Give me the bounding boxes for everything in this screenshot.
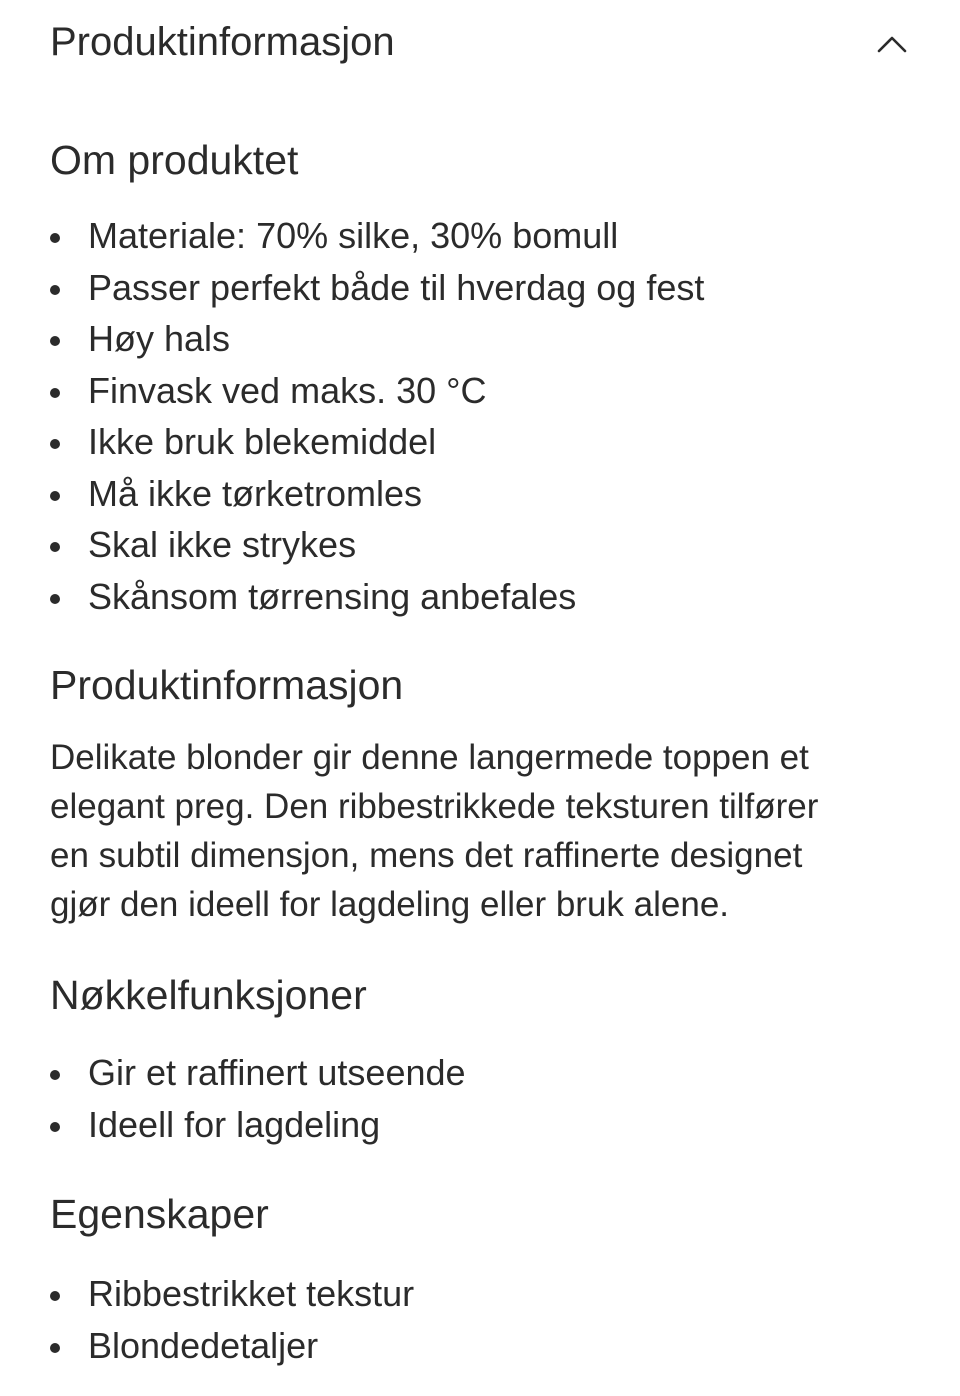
list-item: Ideell for lagdeling (50, 1099, 910, 1151)
list-item: Blondedetaljer (50, 1320, 910, 1372)
list-item: Gir et raffinert utseende (50, 1047, 910, 1099)
list-item: Finvask ved maks. 30 °C (50, 365, 910, 417)
list-item: Skal ikke strykes (50, 519, 910, 571)
product-description (50, 733, 910, 929)
list-item: Må ikke tørketromles (50, 468, 910, 520)
accordion-content (50, 130, 910, 1371)
description-line: Delikate blonder gir denne langermede toppen et (50, 738, 809, 777)
chevron-up-icon[interactable] (872, 24, 912, 64)
key-features-list (50, 1047, 910, 1150)
description-line: en subtil dimensjon, mens det raffinerte designet (50, 836, 803, 875)
description-line: gjør den ideell for lagdeling eller bruk alene. (50, 885, 730, 924)
section-heading-product-info: Produktinformasjon (50, 662, 404, 708)
product-info-accordion-header[interactable] (0, 0, 960, 86)
properties-list (50, 1268, 910, 1371)
list-item: Passer perfekt både til hverdag og fest (50, 262, 910, 314)
section-heading-properties: Egenskaper (50, 1191, 269, 1237)
section-heading-about: Om produktet (50, 137, 299, 183)
list-item: Ikke bruk blekemiddel (50, 416, 910, 468)
list-item: Ribbestrikket tekstur (50, 1268, 910, 1320)
list-item: Skånsom tørrensing anbefales (50, 571, 910, 623)
description-line: elegant preg. Den ribbestrikkede teksturen tilfører (50, 787, 819, 826)
list-item: Materiale: 70% silke, 30% bomull (50, 210, 910, 262)
section-heading-key-features: Nøkkelfunksjoner (50, 972, 367, 1018)
about-list (50, 210, 910, 622)
list-item: Høy hals (50, 313, 910, 365)
accordion-title: Produktinformasjon (50, 20, 395, 64)
